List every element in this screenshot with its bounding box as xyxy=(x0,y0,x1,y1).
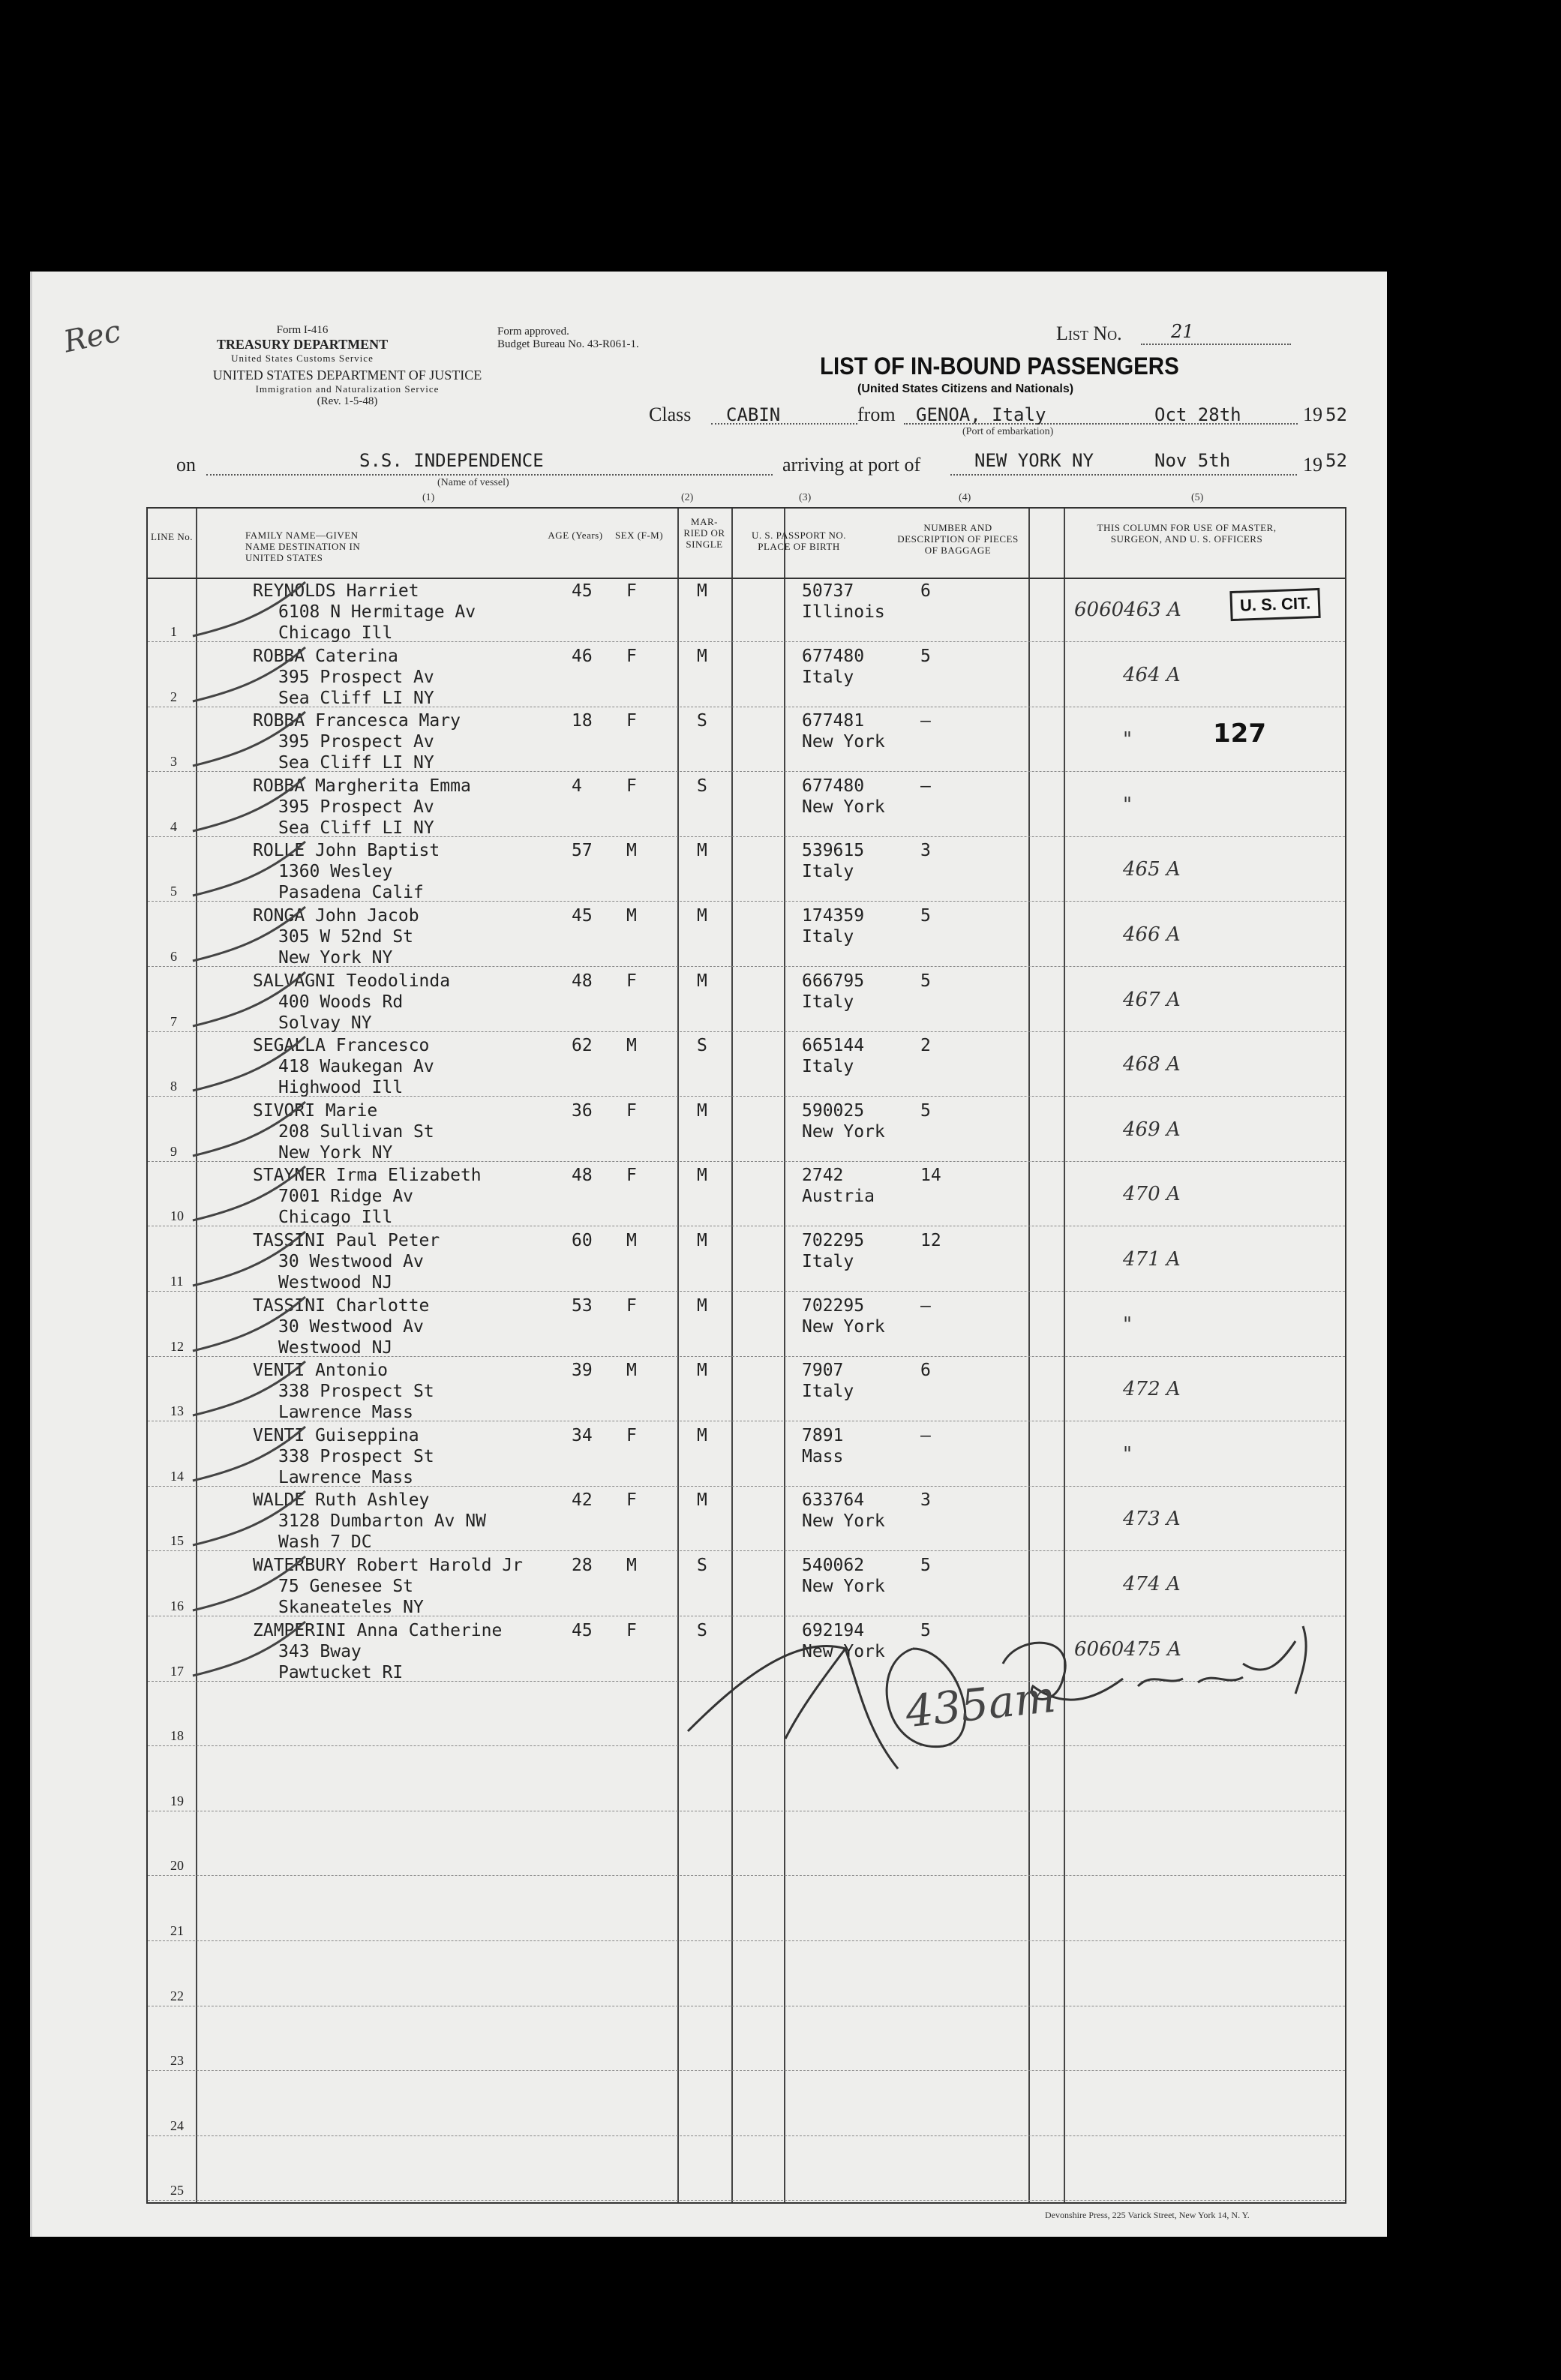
sex-cell: F xyxy=(626,1425,637,1445)
address-line: 305 W 52nd St xyxy=(278,927,414,947)
passenger-name: SALVAGNI Teodolinda xyxy=(253,971,451,991)
baggage-cell: 3 xyxy=(920,841,931,861)
checkmark-icon xyxy=(185,968,313,1032)
customs-line: United States Customs Service xyxy=(231,353,374,364)
birthplace-cell: Italy xyxy=(802,1382,854,1402)
birthplace-cell: New York xyxy=(802,1121,885,1142)
passenger-name: RONGA John Jacob xyxy=(253,906,419,926)
age-cell: 45 xyxy=(572,906,593,926)
departure-year: 52 xyxy=(1325,404,1347,425)
age-cell: 18 xyxy=(572,711,593,731)
column-number-2: (2) xyxy=(681,492,694,503)
passport-cell: 590025 xyxy=(802,1100,865,1121)
table-row xyxy=(148,578,1345,642)
line-number: 9 xyxy=(170,1143,177,1159)
checkmark-icon xyxy=(185,773,313,837)
sex-cell: F xyxy=(626,971,637,991)
rev-line: (Rev. 1-5-48) xyxy=(317,395,378,407)
table-row xyxy=(148,1552,1345,1616)
address-line: 395 Prospect Av xyxy=(278,797,434,817)
city-line: Skaneateles NY xyxy=(278,1598,424,1617)
passenger-name: SIVORI Marie xyxy=(253,1100,378,1121)
passenger-name: ROBBA Caterina xyxy=(253,646,398,666)
checkmark-icon xyxy=(185,707,313,772)
address-line: 7001 Ridge Av xyxy=(278,1187,414,1207)
baggage-cell: 6 xyxy=(920,1361,931,1381)
address-line: 75 Genesee St xyxy=(278,1577,414,1596)
birthplace-cell: Illinois xyxy=(802,602,885,622)
marital-cell: S xyxy=(697,1036,707,1056)
age-cell: 45 xyxy=(572,1620,593,1640)
baggage-cell: 2 xyxy=(920,1036,931,1056)
header-line-no: LINE No. xyxy=(151,531,193,542)
officer-note: 464 A xyxy=(1123,663,1181,686)
passport-cell: 174359 xyxy=(802,906,865,926)
list-number: 21 xyxy=(1171,321,1194,342)
sex-cell: F xyxy=(626,646,637,666)
marital-cell: M xyxy=(697,971,707,991)
sex-cell: M xyxy=(626,1361,637,1381)
checkmark-icon xyxy=(185,902,313,967)
baggage-cell: 5 xyxy=(920,646,931,666)
header-baggage: NUMBER AND DESCRIPTION OF PIECES OF BAGGAGE xyxy=(897,522,1019,556)
column-number-3: (3) xyxy=(799,492,812,503)
checkmark-icon xyxy=(185,1487,313,1551)
age-cell: 46 xyxy=(572,646,593,666)
sex-cell: F xyxy=(626,1100,637,1121)
birthplace-cell: Italy xyxy=(802,1057,854,1077)
city-line: Solvay NY xyxy=(278,1013,372,1033)
city-line: Sea Cliff LI NY xyxy=(278,688,434,708)
line-number: 23 xyxy=(170,2053,184,2069)
justice-line: UNITED STATES DEPARTMENT OF JUSTICE xyxy=(212,368,482,383)
address-line: 30 Westwood Av xyxy=(278,1316,424,1337)
passport-cell: 7907 xyxy=(802,1361,844,1381)
table-row xyxy=(148,968,1345,1032)
vessel-name: S.S. INDEPENDENCE xyxy=(359,450,544,471)
line-number: 12 xyxy=(170,1338,184,1354)
age-cell: 34 xyxy=(572,1425,593,1445)
city-line: Westwood NJ xyxy=(278,1273,393,1292)
passport-cell: 2742 xyxy=(802,1166,844,1186)
passport-cell: 666795 xyxy=(802,971,865,991)
table-row xyxy=(148,1877,1345,1941)
officer-note: 6060463 A xyxy=(1074,599,1181,621)
passport-cell: 539615 xyxy=(802,841,865,861)
marital-cell: M xyxy=(697,1490,707,1511)
passport-cell: 50737 xyxy=(802,581,854,601)
baggage-cell: 5 xyxy=(920,906,931,926)
address-line: 343 Bway xyxy=(278,1641,362,1661)
officer-note: " xyxy=(1123,1313,1132,1336)
birthplace-cell: New York xyxy=(802,1316,885,1337)
table-row xyxy=(148,837,1345,902)
baggage-cell: 5 xyxy=(920,1100,931,1121)
passport-cell: 677481 xyxy=(802,711,865,731)
table-row xyxy=(148,773,1345,837)
baggage-cell: – xyxy=(920,711,931,731)
arrival-date: Nov 5th xyxy=(1154,450,1231,471)
table-row xyxy=(148,2072,1345,2136)
marital-cell: M xyxy=(697,906,707,926)
column-number-4: (4) xyxy=(959,492,971,503)
address-line: 395 Prospect Av xyxy=(278,667,434,687)
vessel-caption: (Name of vessel) xyxy=(437,477,509,488)
line-number: 7 xyxy=(170,1013,177,1029)
table-row xyxy=(148,1487,1345,1551)
marital-cell: M xyxy=(697,581,707,601)
birthplace-cell: Italy xyxy=(802,862,854,882)
sex-cell: M xyxy=(626,1036,637,1056)
form-identity xyxy=(175,324,430,365)
officer-note: 471 A xyxy=(1123,1248,1181,1271)
baggage-cell: – xyxy=(920,1295,931,1316)
passport-cell: 702295 xyxy=(802,1295,865,1316)
city-line: New York NY xyxy=(278,948,393,968)
treasury-line: TREASURY DEPARTMENT xyxy=(216,337,389,352)
marital-cell: S xyxy=(697,776,707,796)
sex-cell: F xyxy=(626,776,637,796)
line-number: 11 xyxy=(170,1274,184,1289)
age-cell: 60 xyxy=(572,1231,593,1250)
passenger-name: TASSINI Charlotte xyxy=(253,1295,430,1316)
document-title: LIST OF IN-BOUND PASSENGERS xyxy=(820,353,1179,380)
table-row xyxy=(148,707,1345,772)
city-line: Sea Cliff LI NY xyxy=(278,753,434,773)
marital-cell: M xyxy=(697,1100,707,1121)
document-subtitle: (United States Citizens and Nationals) xyxy=(857,383,1074,395)
address-line: 400 Woods Rd xyxy=(278,992,404,1012)
citizenship-stamp: U. S. CIT. xyxy=(1229,588,1320,621)
officer-note: 469 A xyxy=(1123,1118,1181,1141)
address-line: 338 Prospect St xyxy=(278,1382,434,1402)
marital-cell: M xyxy=(697,841,707,861)
address-line: 395 Prospect Av xyxy=(278,732,434,752)
checkmark-icon xyxy=(185,1552,313,1616)
passenger-name: ROBBA Francesca Mary xyxy=(253,711,461,731)
birthplace-cell: New York xyxy=(802,1577,885,1596)
header-married: MAR-RIED OR SINGLE xyxy=(683,516,725,550)
approval-block xyxy=(497,326,715,351)
table-row xyxy=(148,1422,1345,1487)
line-number: 21 xyxy=(170,1923,184,1938)
ins-line: Immigration and Naturalization Service xyxy=(255,383,440,395)
city-line: Pasadena Calif xyxy=(278,883,424,903)
passenger-name: ROBBA Margherita Emma xyxy=(253,776,471,796)
justice-block xyxy=(171,368,524,408)
table-row xyxy=(148,1162,1345,1226)
header-sex: SEX (F-M) xyxy=(614,530,664,541)
column-number-5: (5) xyxy=(1191,492,1204,503)
form-approved: Form approved. xyxy=(497,326,569,338)
line-number: 4 xyxy=(170,818,177,834)
baggage-cell: 12 xyxy=(920,1231,941,1250)
arrival-port: NEW YORK NY xyxy=(974,450,1094,471)
birthplace-cell: New York xyxy=(802,732,885,752)
baggage-cell: 6 xyxy=(920,581,931,601)
table-row xyxy=(148,1097,1345,1162)
embarkation-caption: (Port of embarkation) xyxy=(962,426,1054,437)
city-line: Chicago Ill xyxy=(278,623,393,643)
age-cell: 39 xyxy=(572,1361,593,1381)
checkmark-icon xyxy=(185,1162,313,1226)
checkmark-icon xyxy=(185,643,313,707)
baggage-cell: – xyxy=(920,776,931,796)
address-line: 6108 N Hermitage Av xyxy=(278,602,476,622)
passport-cell: 692194 xyxy=(802,1620,865,1640)
line-number: 17 xyxy=(170,1663,184,1679)
city-line: Lawrence Mass xyxy=(278,1467,414,1487)
marital-cell: M xyxy=(697,1425,707,1445)
marital-cell: S xyxy=(697,1620,707,1640)
margin-note: Rec xyxy=(61,314,125,360)
baggage-cell: 3 xyxy=(920,1490,931,1511)
officer-note: 472 A xyxy=(1123,1378,1181,1401)
line-number: 5 xyxy=(170,884,177,899)
sex-cell: F xyxy=(626,1490,637,1511)
year-prefix-2: 19 xyxy=(1303,454,1322,476)
line-number: 6 xyxy=(170,949,177,964)
officer-note: 473 A xyxy=(1123,1508,1181,1531)
officer-note: 467 A xyxy=(1123,988,1181,1011)
city-line: Highwood Ill xyxy=(278,1078,404,1098)
table-row xyxy=(148,1357,1345,1421)
sex-cell: M xyxy=(626,906,637,926)
on-label: on xyxy=(176,454,196,476)
birthplace-cell: Italy xyxy=(802,992,854,1012)
age-cell: 62 xyxy=(572,1036,593,1056)
header-passport: U. S. PASSPORT NO. PLACE OF BIRTH xyxy=(752,530,846,552)
class-value: CABIN xyxy=(726,404,781,425)
passport-cell: 633764 xyxy=(802,1490,865,1511)
checkmark-icon xyxy=(185,1032,313,1097)
checkmark-icon xyxy=(185,1357,313,1421)
passport-cell: 677480 xyxy=(802,646,865,666)
sex-cell: F xyxy=(626,581,637,601)
line-number: 15 xyxy=(170,1533,184,1549)
table-row xyxy=(148,643,1345,707)
age-cell: 4 xyxy=(572,776,582,796)
birthplace-cell: Italy xyxy=(802,927,854,947)
checkmark-icon xyxy=(185,1097,313,1162)
header-name: FAMILY NAME—GIVEN NAME DESTINATION IN UNITED STATES xyxy=(245,530,361,563)
birthplace-cell: Italy xyxy=(802,667,854,687)
city-line: Pawtucket RI xyxy=(278,1662,404,1682)
officer-note: " xyxy=(1123,1442,1132,1466)
table-row xyxy=(148,1292,1345,1357)
page-count: 127 xyxy=(1213,719,1266,749)
sex-cell: M xyxy=(626,1231,637,1250)
passenger-table xyxy=(146,507,1346,2204)
passenger-name: TASSINI Paul Peter xyxy=(253,1231,440,1250)
officer-note: " xyxy=(1123,793,1132,816)
passenger-name: REYNOLDS Harriet xyxy=(253,581,419,601)
sex-cell: F xyxy=(626,1295,637,1316)
checkmark-icon xyxy=(185,578,313,642)
officer-note: 465 A xyxy=(1123,858,1181,881)
table-header xyxy=(148,509,1345,579)
arriving-label: arriving at port of xyxy=(782,454,921,476)
passport-cell: 677480 xyxy=(802,776,865,796)
from-label: from xyxy=(857,404,896,425)
passport-cell: 7891 xyxy=(802,1425,844,1445)
column-number-1: (1) xyxy=(422,492,435,503)
marital-cell: S xyxy=(697,711,707,731)
city-line: Chicago Ill xyxy=(278,1208,393,1228)
city-line: Westwood NJ xyxy=(278,1337,393,1358)
line-number: 2 xyxy=(170,689,177,704)
passenger-name: SEGALLA Francesco xyxy=(253,1036,430,1056)
sex-cell: F xyxy=(626,1620,637,1640)
line-number: 25 xyxy=(170,2183,184,2198)
table-row xyxy=(148,1032,1345,1097)
table-row xyxy=(148,2136,1345,2201)
passport-cell: 540062 xyxy=(802,1556,865,1575)
birthplace-cell: New York xyxy=(802,1511,885,1532)
line-number: 14 xyxy=(170,1468,184,1484)
city-line: Lawrence Mass xyxy=(278,1403,414,1423)
line-number: 1 xyxy=(170,624,177,639)
birthplace-cell: Austria xyxy=(802,1187,875,1207)
marital-cell: M xyxy=(697,646,707,666)
city-line: Wash 7 DC xyxy=(278,1532,372,1553)
table-row xyxy=(148,1227,1345,1292)
budget-line: Budget Bureau No. 43-R061-1. xyxy=(497,338,639,350)
address-line: 3128 Dumbarton Av NW xyxy=(278,1511,486,1532)
line-number: 16 xyxy=(170,1598,184,1613)
age-cell: 48 xyxy=(572,1166,593,1186)
city-line: Sea Cliff LI NY xyxy=(278,818,434,838)
passenger-name: WATERBURY Robert Harold Jr xyxy=(253,1556,524,1575)
table-row xyxy=(148,2006,1345,2071)
birthplace-cell: New York xyxy=(802,1641,885,1661)
marital-cell: M xyxy=(697,1166,707,1186)
city-line: New York NY xyxy=(278,1142,393,1163)
table-row xyxy=(148,902,1345,967)
passport-cell: 665144 xyxy=(802,1036,865,1056)
sex-cell: F xyxy=(626,1166,637,1186)
line-number: 24 xyxy=(170,2117,184,2133)
marital-cell: S xyxy=(697,1556,707,1575)
age-cell: 48 xyxy=(572,971,593,991)
officer-note: 466 A xyxy=(1123,923,1181,946)
marital-cell: M xyxy=(697,1231,707,1250)
age-cell: 36 xyxy=(572,1100,593,1121)
line-number: 13 xyxy=(170,1403,184,1419)
address-line: 418 Waukegan Av xyxy=(278,1057,434,1077)
birthplace-cell: Italy xyxy=(802,1252,854,1271)
header-age: AGE (Years) xyxy=(548,530,603,541)
signature-annotation: 435am xyxy=(902,1670,1058,1738)
address-line: 30 Westwood Av xyxy=(278,1252,424,1271)
sex-cell: M xyxy=(626,1556,637,1575)
arrival-year: 52 xyxy=(1325,450,1347,471)
passenger-name: VENTI Antonio xyxy=(253,1361,389,1381)
sex-cell: M xyxy=(626,841,637,861)
checkmark-icon xyxy=(185,1292,313,1357)
age-cell: 45 xyxy=(572,581,593,601)
form-number: Form I-416 xyxy=(276,324,329,336)
header-officers: THIS COLUMN FOR USE OF MASTER, SURGEON, AND U. S. OFFICERS xyxy=(1097,522,1277,545)
checkmark-icon xyxy=(185,837,313,902)
address-line: 1360 Wesley xyxy=(278,862,393,882)
class-label: Class xyxy=(649,404,692,425)
from-port: GENOA, Italy xyxy=(916,404,1046,425)
officer-note: 474 A xyxy=(1123,1573,1181,1595)
officer-note: 6060475 A xyxy=(1074,1637,1181,1661)
checkmark-icon xyxy=(185,1227,313,1292)
baggage-cell: 5 xyxy=(920,971,931,991)
address-line: 208 Sullivan St xyxy=(278,1121,434,1142)
list-number-label: List No. xyxy=(1056,323,1122,344)
sex-cell: F xyxy=(626,711,637,731)
officer-note: 470 A xyxy=(1123,1183,1181,1206)
address-line: 338 Prospect St xyxy=(278,1446,434,1466)
checkmark-icon xyxy=(185,1422,313,1487)
passenger-name: VENTI Guiseppina xyxy=(253,1425,419,1445)
line-number: 20 xyxy=(170,1858,184,1874)
officer-note: " xyxy=(1123,728,1132,752)
line-number: 19 xyxy=(170,1793,184,1808)
age-cell: 57 xyxy=(572,841,593,861)
baggage-cell: – xyxy=(920,1425,931,1445)
officer-note: 468 A xyxy=(1123,1053,1181,1076)
birthplace-cell: Mass xyxy=(802,1446,844,1466)
passenger-name: ROLLE John Baptist xyxy=(253,841,440,861)
table-row xyxy=(148,1942,1345,2006)
marital-cell: M xyxy=(697,1295,707,1316)
passenger-name: WALDE Ruth Ashley xyxy=(253,1490,430,1511)
age-cell: 28 xyxy=(572,1556,593,1575)
line-number: 8 xyxy=(170,1079,177,1094)
year-prefix: 19 xyxy=(1303,404,1322,425)
passenger-name: ZAMPERINI Anna Catherine xyxy=(253,1620,503,1640)
line-number: 22 xyxy=(170,1988,184,2003)
baggage-cell: 14 xyxy=(920,1166,941,1186)
baggage-cell: 5 xyxy=(920,1556,931,1575)
passport-cell: 702295 xyxy=(802,1231,865,1250)
printer-imprint: Devonshire Press, 225 Varick Street, New York 14, N. Y. xyxy=(1045,2210,1250,2220)
line-number: 3 xyxy=(170,754,177,770)
age-cell: 42 xyxy=(572,1490,593,1511)
marital-cell: M xyxy=(697,1361,707,1381)
passenger-name: STAYNER Irma Elizabeth xyxy=(253,1166,482,1186)
table-row xyxy=(148,1811,1345,1876)
line-number: 10 xyxy=(170,1208,184,1224)
checkmark-icon xyxy=(185,1617,313,1682)
baggage-cell: 5 xyxy=(920,1620,931,1640)
departure-date: Oct 28th xyxy=(1154,404,1241,425)
age-cell: 53 xyxy=(572,1295,593,1316)
line-number: 18 xyxy=(170,1728,184,1744)
birthplace-cell: New York xyxy=(802,797,885,817)
